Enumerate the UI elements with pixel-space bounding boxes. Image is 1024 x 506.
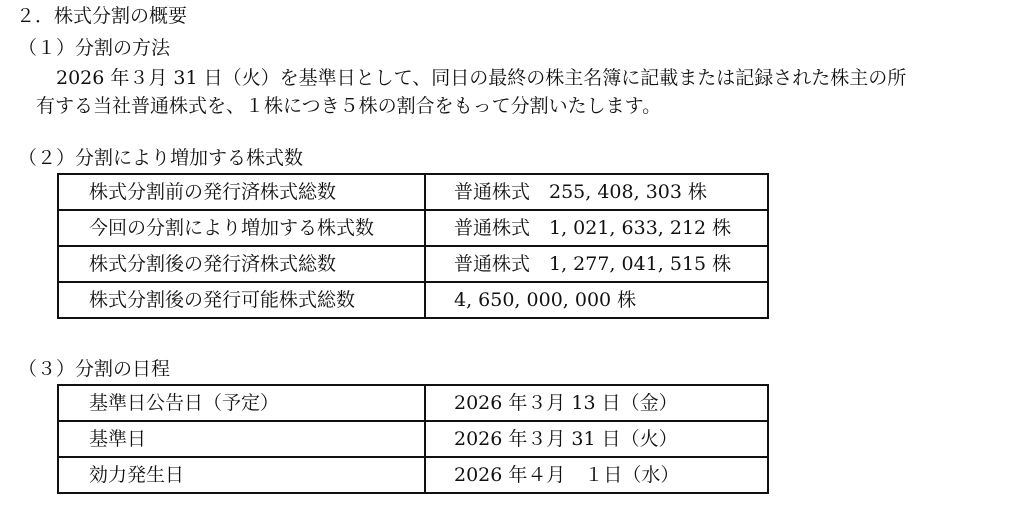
schedule-table <box>57 384 769 494</box>
table-row <box>58 421 768 457</box>
increase-heading: （２）分割により増加する株式数 <box>18 147 304 169</box>
section-heading: ２．株式分割の概要 <box>16 5 188 27</box>
row-value: 2026 年３月 31 日（火） <box>425 421 768 457</box>
row-value: 2026 年４月 １日（水） <box>425 457 768 493</box>
row-label: 株式分割前の発行済株式総数 <box>58 174 425 210</box>
row-label: 株式分割後の発行可能株式総数 <box>58 282 425 318</box>
row-label: 効力発生日 <box>58 457 425 493</box>
row-value: 4, 650, 000, 000 株 <box>425 282 768 318</box>
table-row <box>58 174 768 210</box>
method-heading: （１）分割の方法 <box>18 37 171 59</box>
method-paragraph-line-2: 有する当社普通株式を、１株につき５株の割合をもって分割いたします。 <box>36 95 662 117</box>
row-label: 今回の分割により増加する株式数 <box>58 210 425 246</box>
table-row <box>58 210 768 246</box>
method-paragraph-line-1: 2026 年３月 31 日（火）を基準日として、同日の最終の株主名簿に記載または記録された株主の所 <box>56 67 907 89</box>
schedule-heading: （３）分割の日程 <box>18 358 171 380</box>
table-row <box>58 246 768 282</box>
row-label: 基準日公告日（予定） <box>58 385 425 421</box>
table-row <box>58 282 768 318</box>
row-value: 普通株式 255, 408, 303 株 <box>425 174 768 210</box>
row-label: 基準日 <box>58 421 425 457</box>
row-value: 普通株式 1, 277, 041, 515 株 <box>425 246 768 282</box>
row-label: 株式分割後の発行済株式総数 <box>58 246 425 282</box>
row-value: 普通株式 1, 021, 633, 212 株 <box>425 210 768 246</box>
row-value: 2026 年３月 13 日（金） <box>425 385 768 421</box>
table-row <box>58 457 768 493</box>
table-row <box>58 385 768 421</box>
share-increase-table <box>57 173 769 319</box>
